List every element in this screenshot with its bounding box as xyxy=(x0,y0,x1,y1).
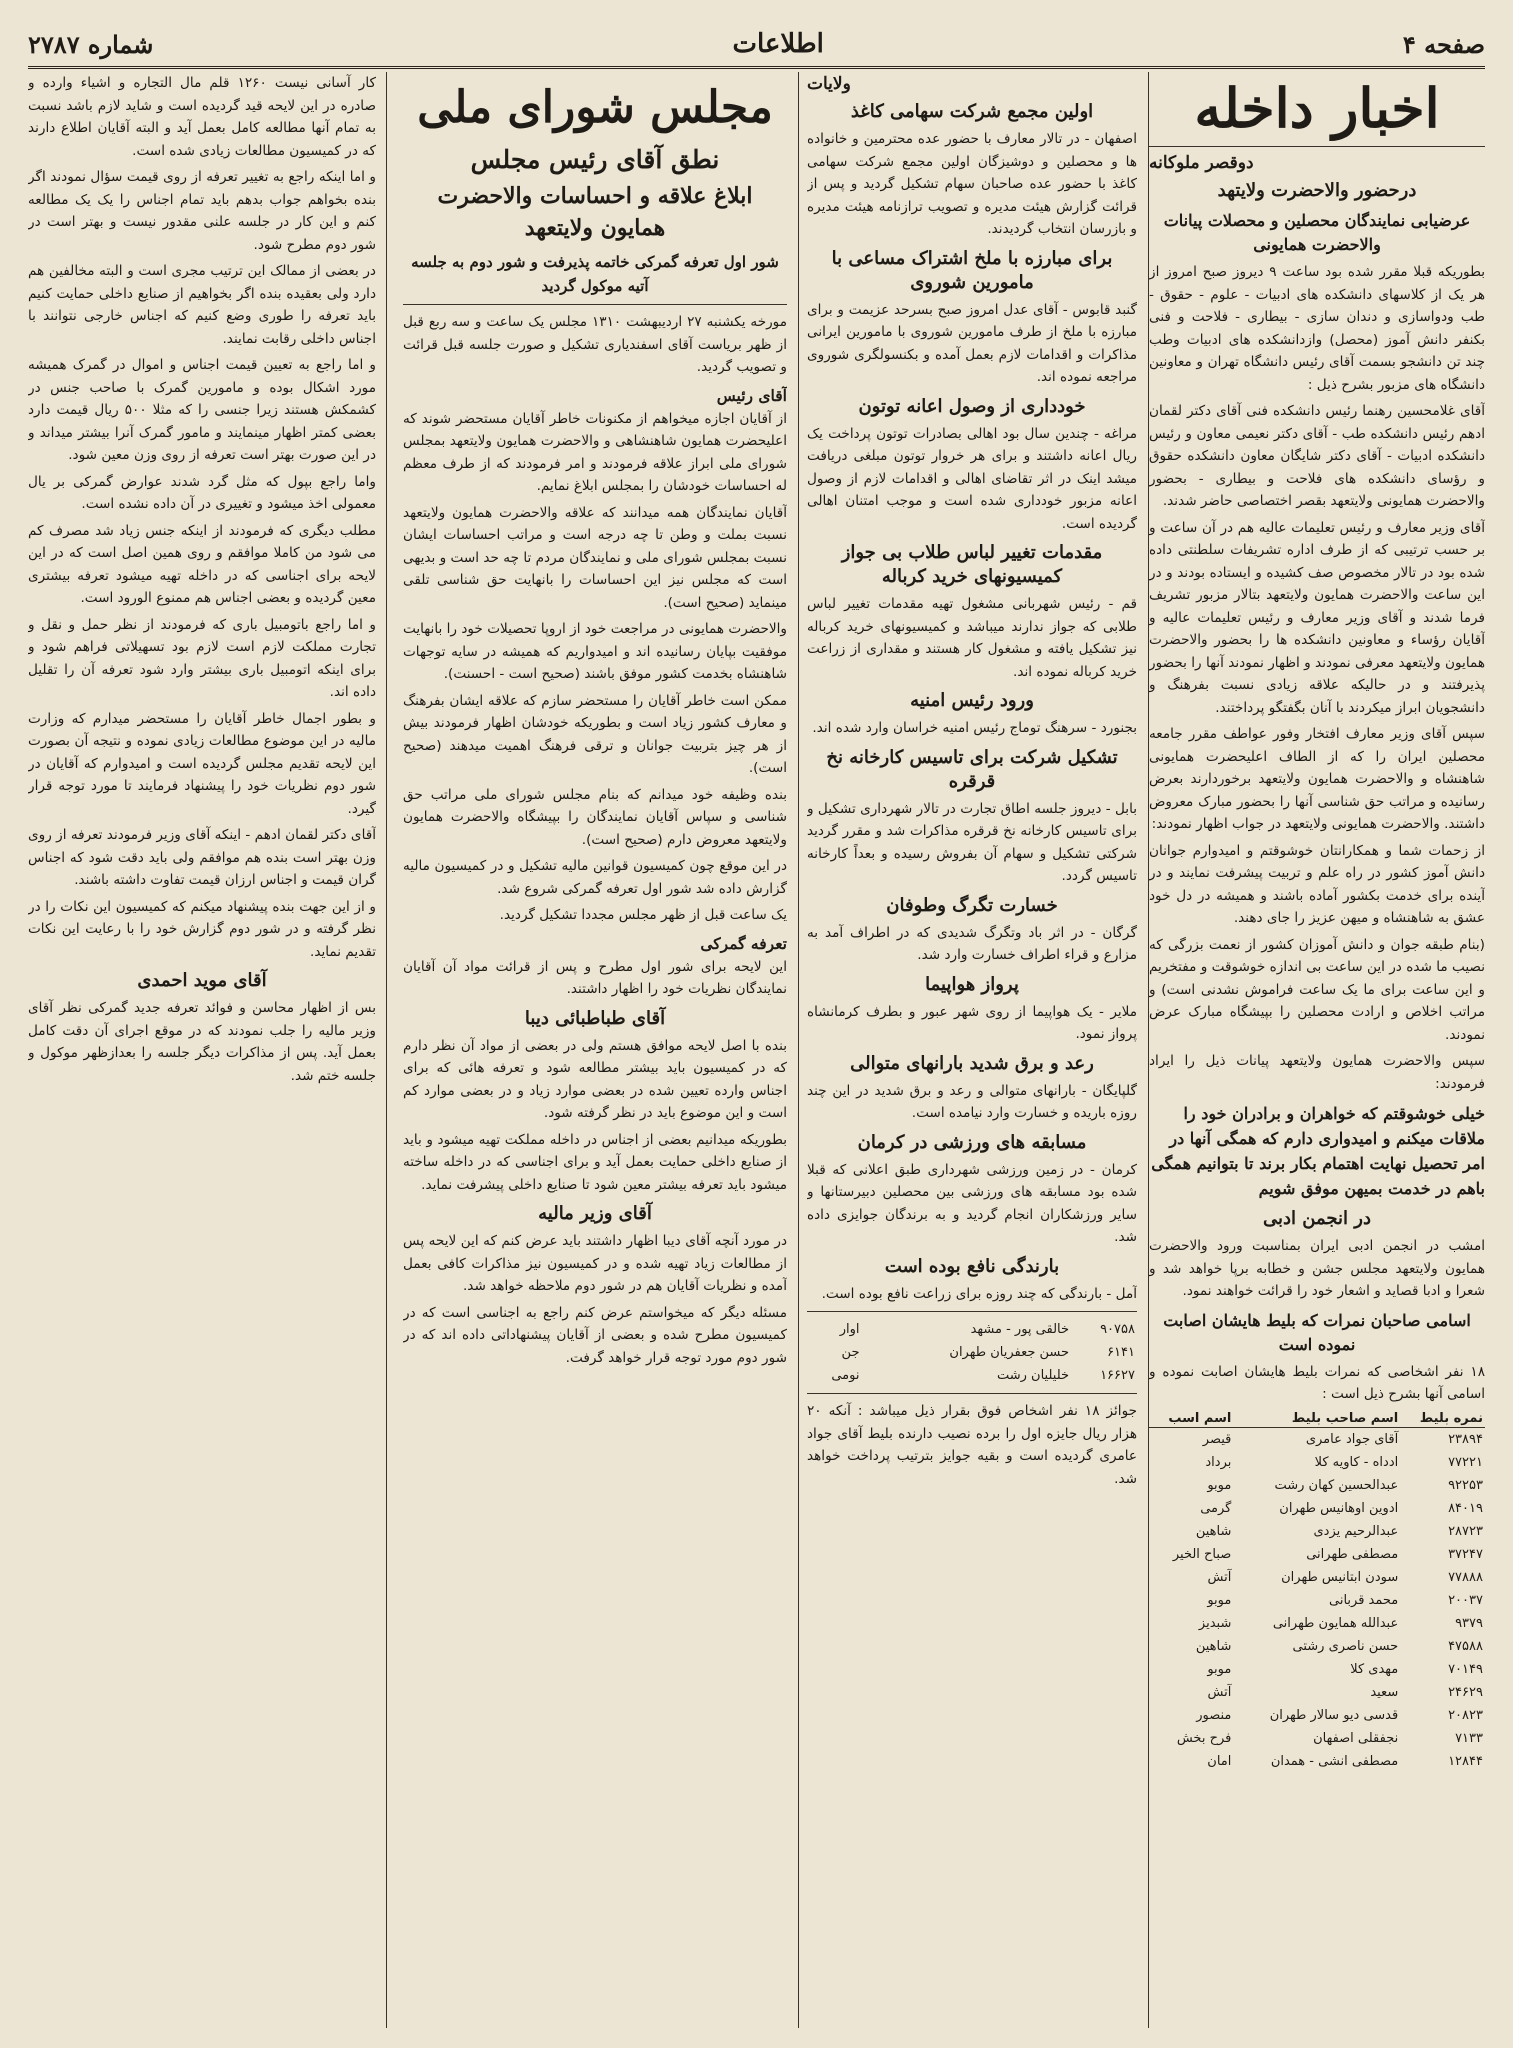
article-paragraph: در بعضی از ممالک این ترتیب مجری است و البته مخالفین هم دارد ولی بعقیده بنده اگر بخواهیم از صنایع داخلی حمایت کنیم باید تعرفه را طوری وضع کنیم که اجناس خارجی نتوانند با اجناس داخلی رقابت نمایند. xyxy=(28,263,376,347)
article-paragraph: آقای دکتر لقمان ادهم - اینکه آقای وزیر فرمودند تعرفه از روی وزن بهتر است بنده هم موافقم ولی باید دقت شود که اجناس گران قیمت و اجناس ارزان قیمت تفاوت داشته باشند. xyxy=(28,827,376,888)
lottery-table xyxy=(1149,1410,1485,1773)
article-paragraph: امشب در انجمن ادبی ایران بمناسبت ورود والاحضرت همایون ولایتعهد مجلس جشن و خطابه برپا خواهد شد و شعرا و ادبا قصاید و اشعار خود را قرائت خواهند نمود. xyxy=(1149,1238,1485,1299)
table-row xyxy=(1149,1658,1485,1681)
table-row xyxy=(1149,1704,1485,1727)
table-header: اسم صاحب بلیط xyxy=(1233,1410,1400,1428)
table-cell: اوار xyxy=(839,1322,860,1337)
article-paragraph: آقایان نمایندگان همه میدانند که علاقه والاحضرت همایون ولایتعهد نسبت بملت و وطن تا چه درجه است و مراتب احساسات ایشان نسبت بمجلس شورای ملی و نمایندگان مردم تا چه حد است و بدیهی است که مجلس نیز این احساسات را بانهایت حق شناسی تلقی مینماید (صحیح است). xyxy=(403,504,787,611)
article-paragraph: کرمان - در زمین ورزشی شهرداری طبق اعلانی که قبلا شده بود مسابقه های ورزشی بین محصلین دبیرستانها و سایر ورزشکاران انجام گردید و به برندگان جوایزی داده شد. xyxy=(807,1161,1137,1245)
table-cell: ۱۲۸۴۴ xyxy=(1448,1753,1483,1769)
table-cell: عبدالله همایون طهرانی xyxy=(1272,1615,1399,1631)
paper-name: اطلاعات xyxy=(732,29,824,59)
column-parliament xyxy=(403,72,787,2028)
headline: اولین مجمع شرکت سهامی کاغذ xyxy=(850,101,1094,122)
table-cell: صباح الخیر xyxy=(1172,1546,1232,1562)
table-header: اسم اسب xyxy=(1149,1410,1233,1428)
table-cell: سعید xyxy=(1370,1684,1399,1700)
table-cell: قیصر xyxy=(1202,1431,1232,1447)
table-cell: قدسی دیو سالار طهران xyxy=(1269,1707,1399,1723)
table-cell: ۷۷۸۸۸ xyxy=(1448,1569,1483,1585)
article-paragraph: گلپایگان - بارانهای متوالی و رعد و برق شدید در این چند روزه باریده و خسارت وارد نیامده است. xyxy=(807,1082,1137,1121)
table-row xyxy=(807,1318,1137,1341)
table-row xyxy=(1149,1451,1485,1474)
article-paragraph: بطوریکه میدانیم بعضی از اجناس در داخله مملکت تهیه میشود و باید از صنایع داخلی حمایت بعمل آید و برای اجناسی که در داخله ساخته میشود باید تعرفه بیشتر معین شود تا صنایع داخلی پیشرفت نماید. xyxy=(403,1131,787,1193)
table-cell: عبدالرحیم یزدی xyxy=(1313,1523,1399,1539)
table-cell: نومی xyxy=(831,1368,860,1383)
table-cell: ادوین اوهانیس طهران xyxy=(1279,1500,1399,1516)
article-paragraph: ۱۸ نفر اشخاصی که نمرات بلیط هایشان اصابت نموده و اسامی آنها بشرح ذیل است : xyxy=(1149,1363,1485,1402)
table-cell: ۲۸۷۲۳ xyxy=(1448,1523,1483,1539)
table-cell: ۹۰۷۵۸ xyxy=(1100,1322,1135,1337)
table-cell: ۳۷۲۴۷ xyxy=(1448,1546,1483,1562)
column-parliament-continued xyxy=(28,72,376,2028)
page-number: صفحه ۴ xyxy=(1402,29,1485,59)
article-paragraph: سپس والاحضرت همایون ولایتعهد پیانات ذیل را ایراد فرمودند: xyxy=(1149,1053,1485,1092)
table-cell: ۷۷۲۲۱ xyxy=(1448,1454,1483,1470)
table-cell: موبو xyxy=(1207,1477,1232,1493)
table-row xyxy=(1149,1681,1485,1704)
speaker: آقای رئیس xyxy=(716,385,787,405)
article-paragraph: بابل - دیروز جلسه اطاق تجارت در تالار شهرداری تشکیل و برای تاسیس کارخانه نخ قرقره مذاکرات شد و مقرر گردید شرکتی تشکیل و سهام آن بفروش رسیده و بعداً کارخانه تاسیس گردد. xyxy=(807,800,1137,884)
column-provinces xyxy=(807,72,1137,2028)
headline: تشکیل شرکت برای تاسیس کارخانه نخ قرقره xyxy=(826,746,1118,792)
article-paragraph: اصفهان - در تالار معارف با حضور عده محترمین و خانواده ها و محصلین و دوشیزگان اولین مجمع شرکت سهامی کاغذ با حضور عده صاحبان سهام تشکیل گردید و پس از قرائت گزارش هیئت مدیره و تصویب ترازنامه هیئت مدیره و بازرسان انتخاب گردیدند. xyxy=(807,131,1137,237)
table-row xyxy=(807,1341,1137,1364)
table-cell: خلیلیان رشت xyxy=(996,1368,1070,1383)
section-title: اخبار داخله xyxy=(1194,76,1440,140)
table-cell: ۷۰۱۴۹ xyxy=(1448,1661,1483,1677)
article-paragraph: آمل - بارندگی که چند روزه برای زراعت نافع بوده است. xyxy=(821,1285,1137,1302)
headline: مسابقه های ورزشی در کرمان xyxy=(857,1131,1087,1153)
table-cell: برداد xyxy=(1205,1454,1232,1470)
table-row xyxy=(1149,1427,1485,1451)
table-cell: مصطفی طهرانی xyxy=(1306,1546,1399,1562)
headline: شور اول تعرفه گمرکی خاتمه پذیرفت و شور دوم به جلسه آتیه موکول گردید xyxy=(411,253,779,295)
article-paragraph: بطوریکه قبلا مقرر شده بود ساعت ۹ دیروز صبح امروز از هر یک از کلاسهای دانشکده های ادبیات - علوم - حقوق - طب ودواسازی و دندان سازی - بیطاری - فلاحت و فنی بکنفر دانش آموز (محصل) وازدانشکده های ادبیات وطب چند تن دانشجو بسمت آقای رئیس دانشگاه تهران و معاونین دانشگاه های مزبور بشرح ذیل : xyxy=(1149,264,1485,393)
article-paragraph: یک ساعت قبل از ظهر مجلس مجددا تشکیل گردید. xyxy=(499,907,787,923)
table-cell: نجفقلی اصفهان xyxy=(1313,1730,1399,1746)
headline-sub: عرضیابی نمایندگان محصلین و محصلات پیانات والاحضرت همایونی xyxy=(1163,211,1471,254)
table-cell: ۱۶۶۲۷ xyxy=(1100,1368,1135,1383)
table-row xyxy=(1149,1589,1485,1612)
headline: خسارت تگرگ وطوفان xyxy=(886,894,1058,916)
quote: خیلی خوشوقتم که خواهران و برادران خود را ملاقات میکنم و امیدواری دارم که همگی آنها در امر تحصیل نهایت اهتمام بکار برند تا بتوانیم همگی باهم در خدمت بمیهن موفق شویم xyxy=(1151,1104,1485,1198)
article-paragraph: بنده وظیفه خود میدانم که بنام مجلس شورای ملی مراتب حق شناسی و سپاس آقایان نمایندگان را بپیشگاه والاحضرت همایون ولایتعهد معروض دارم (صحیح است). xyxy=(403,786,787,848)
headline: ابلاغ علاقه و احساسات والاحضرت همایون ولایتعهد xyxy=(437,183,753,241)
article-paragraph: کار آسانی نیست ۱۲۶۰ قلم مال التجاره و اشیاء وارده و صادره در این لایحه قید گردیده است و شاید لازم باشد نسبت به تمام آنها مطالعه کامل بعمل آید و البته آقایان اطلاع دارند که در کمیسیون مطالعات زیادی شده است. xyxy=(28,75,376,159)
table-row xyxy=(1149,1520,1485,1543)
table-row xyxy=(807,1364,1137,1387)
table-cell: ۹۲۲۵۳ xyxy=(1448,1477,1483,1493)
lottery-table-continued xyxy=(807,1318,1137,1387)
table-cell: ۲۰۸۲۳ xyxy=(1448,1707,1483,1723)
article-paragraph: واما راجع بپول که مثل گرد شدند عوارض گمرکی بر یال معمولی اخذ میشود و تغییری در آن داده نشده است. xyxy=(28,473,376,512)
headline: پرواز هواپیما xyxy=(925,973,1019,995)
article-paragraph: جوائز ۱۸ نفر اشخاص فوق بقرار ذیل میباشد : آنکه ۲۰ هزار ریال جایزه اول را برده نصیب دارنده بلیط آقای جواد عامری گردیده است و بقیه جوایز بترتیب پرداخت خواهد شد. xyxy=(807,1403,1137,1487)
headline: نطق آقای رئیس مجلس xyxy=(470,145,720,174)
headline: برای مبارزه با ملخ اشتراک مساعی با مامورین شوروی xyxy=(831,247,1113,293)
article-paragraph: مسئله دیگر که میخواستم عرض کنم راجع به اجناسی است که در کمیسیون مطرح شده و بعضی از آقایان پیشنهاداتی داده اند که در شور دوم مورد توجه قرار خواهد گرفت. xyxy=(403,1304,787,1366)
table-row xyxy=(1149,1566,1485,1589)
table-cell: شبدیز xyxy=(1198,1615,1232,1631)
table-cell: آقای جواد عامری xyxy=(1305,1431,1399,1447)
article-paragraph: بنده با اصل لایحه موافق هستم ولی در بعضی از مواد آن نظر دارم که در کمیسیون باید بیشتر مطالعه شود و تعرفه هائی که برای اجناس وارده تعیین شده در بعضی موارد زیاد و در بعضی موارد کم است و این موضوع باید در نظر گرفته شود. xyxy=(403,1037,787,1121)
table-cell: موبو xyxy=(1207,1661,1232,1677)
table-row xyxy=(1149,1474,1485,1497)
headline: درحضور والاحضرت ولایتهد xyxy=(1217,180,1417,201)
table-cell: منصور xyxy=(1196,1707,1232,1723)
subsection-label: دوقصر ملوکانه xyxy=(1149,153,1254,173)
issue-number: شماره ۲۷۸۷ xyxy=(28,29,154,59)
article-paragraph: بجنورد - سرهنگ توماج رئیس امنیه خراسان وارد شده اند. xyxy=(812,720,1137,736)
article-paragraph: و بطور اجمال خاطر آقایان را مستحضر میدارم که وزارت مالیه در این موضوع مطالعات زیادی نموده و نتیجه آن بصورت این لایحه تقدیم مجلس گردیده است و امیدوارم که آقایان در شور دوم نظریات خود را پیشنهاد فرمایند تا مورد توجه قرار گیرد. xyxy=(28,710,376,817)
article-paragraph: آقای غلامحسین رهنما رئیس دانشکده فنی آقای دکتر لقمان ادهم رئیس دانشکده طب - آقای دکتر نعیمی معاون و رئیس دانشکده ادبیات - آقای دکتر شایگان معاون دانشکده حقوق و رؤسای دانشکده های فلاحت و بیطاری - بحضور والاحضرت همایونی ولایتعهد بقصر اختصاصی حاضر شدند. xyxy=(1149,403,1485,509)
headline: در انجمن ادبی xyxy=(1262,1208,1371,1229)
table-cell: ۲۳۸۹۴ xyxy=(1448,1431,1483,1447)
table-cell: ادداه - کاویه کلا xyxy=(1314,1454,1399,1470)
article-paragraph: گنبد قابوس - آقای عدل امروز صبح بسرحد عزیمت و برای مبارزه با ملخ از طرف مامورین شوروی با مامورین ایرانی مذاکرات و اقدامات لازم بعمل آمده و بکنسولگری شوروی مراجعه نموده اند. xyxy=(807,301,1137,385)
table-row xyxy=(1149,1727,1485,1750)
article-paragraph: ممکن است خاطر آقایان را مستحضر سازم که علاقه ایشان بفرهنگ و معارف کشور زیاد است و بطوریکه خودشان اظهار فرمودند بیش از هر چیز بتربیت جوانان و ترقی فرهنگ اهمیت میدهند (صحیح است). xyxy=(403,692,787,776)
column-domestic-news xyxy=(1149,72,1485,2028)
article-paragraph: مراغه - چندین سال بود اهالی بصادرات توتون پرداخت یک ریال اعانه داشتند و برای هر خروار توتون مبلغی دریافت میشد اینک در اثر تقاضای اهالی و اقدامات لازم از وصول اعانه مزبور خودداری شده است و موجب امتنان اهالی گردیده است. xyxy=(807,425,1137,532)
headline: بارندگی نافع بوده است xyxy=(884,1255,1060,1277)
article-paragraph: و اما راجع باتومبیل باری که فرمودند از نظر حمل و نقل و تجارت مملکت لازم است لازم بود تسهیلاتی فراهم شود و برای اینکه اتومبیل باری بیشتر وارد شود تعرفه آن را تقلیل داده اند. xyxy=(28,616,376,700)
table-cell: خالقی پور - مشهد xyxy=(970,1322,1070,1337)
table-row xyxy=(1149,1750,1485,1773)
table-cell: ۲۰۰۳۷ xyxy=(1448,1592,1483,1608)
headline: مقدمات تغییر لباس طلاب بی جواز کمیسیونهای خرید کرباله xyxy=(841,542,1103,587)
table-cell: سودن ابتانیس طهران xyxy=(1281,1569,1399,1585)
article-paragraph: ملایر - یک هواپیما از روی شهر عبور و بطرف کرمانشاه پرواز نمود. xyxy=(807,1003,1137,1042)
article-paragraph: مورخه یکشنبه ۲۷ اردیبهشت ۱۳۱۰ مجلس یک ساعت و سه ربع قبل از ظهر بریاست آقای اسفندیاری تشکیل و صورت جلسه قبل قرائت و تصویب گردید. xyxy=(403,314,787,375)
table-cell: ۷۱۳۳ xyxy=(1455,1730,1483,1746)
headline: خودداری از وصول اعانه توتون xyxy=(858,395,1086,417)
headline: رعد و برق شدید بارانهای متوالی xyxy=(850,1052,1094,1074)
article-paragraph: این لایحه برای شور اول مطرح و پس از قرائت مواد آن آقایان نمایندگان نظریات خود را اظهار داشتند. xyxy=(403,958,787,997)
table-cell: ۴۷۵۸۸ xyxy=(1448,1638,1483,1654)
article-paragraph: مطلب دیگری که فرمودند از اینکه جنس زیاد شد مصرف کم می شود من کاملا موافقم و روی همین اصل است که در این لایحه برای اجناسی که در داخله تهیه میشود تعرفه بیشتری معین گردیده و بعضی اجناس هم ممنوع الورود است. xyxy=(28,522,376,606)
table-cell: عبدالحسین کهان رشت xyxy=(1274,1477,1399,1493)
table-header: نمره بلیط xyxy=(1400,1410,1485,1428)
table-cell: شاهین xyxy=(1195,1638,1232,1654)
table-row xyxy=(1149,1635,1485,1658)
table-cell: ۲۴۶۲۹ xyxy=(1448,1684,1483,1700)
article-paragraph: و اما اینکه راجع به تغییر تعرفه از روی قیمت سؤال نمودند اگر بنده بخواهم جواب بدهم باید تمام اجناس را یک یک مطالعه کنم و این کار در جلسه علنی مقدور نیست و بهتر است در شور دوم مطرح شود. xyxy=(28,169,376,253)
table-row xyxy=(1149,1497,1485,1520)
article-paragraph: (بنام طبقه جوان و دانش آموزان کشور از نعمت بزرگی که نصیب ما شده در این ساعت بی اندازه خوشوقت و مفتخریم و این ساعت برای ما یک ساعت فراموش نشدنی است) و مراتب اخلاص و ارادت محصلین را بپیشگاه مبارک عرض نمودند. xyxy=(1149,936,1485,1043)
table-cell: جن xyxy=(841,1345,860,1360)
article-paragraph: والاحضرت همایونی در مراجعت خود از اروپا تحصیلات خود را بانهایت موفقیت بپایان رسانیده اند و امیدواریم که همیشه در سایه توجهات شاهنشاه بخدمت کشور موفق باشند (صحیح است - احسنت). xyxy=(403,621,787,682)
article-paragraph: قم - رئیس شهربانی مشغول تهیه مقدمات تغییر لباس طلابی که جواز ندارند میباشد و کمیسیونهای خرید کرباله نیز تشکیل یافته و مشغول کار هستند و مقداری از زراعت خرید کرباله نموده اند. xyxy=(807,596,1137,680)
article-paragraph: آقای وزیر معارف و رئیس تعلیمات عالیه هم در آن ساعت و بر حسب ترتیبی که از طرف اداره تشریفات سلطنتی داده شده بود در تالار مخصوص صف کشیده و ایستاده بودند و در این ساعت والاحضرت همایون ولایتعهد بتالار مزبور تشریف فرما شدند و آقای وزیر معارف و رئیس تعلیمات عالیه و آقایان رؤساء و معاونین دانشکده ها را بحضور والاحضرت همایون ولایتعهد معرفی نمودند و اظهار نمودند آنها را بحضور پذیرفتند و در حالیکه علاقه زیادی نسبت بفرهنگ و دانشجویان ابراز میکردند با آنان بگفتگو پرداختند. xyxy=(1149,519,1485,716)
table-cell: ۶۱۴۱ xyxy=(1107,1345,1135,1360)
article-paragraph: و اما راجع به تعیین قیمت اجناس و اموال در گمرک همیشه مورد اشکال بوده و مامورین گمرک با صاحب جنس در کشمکش هستند زیرا جنسی را که مثلا ۵۰۰ ریال قیمت دارد بعضی کمتر اظهار مینمایند و مامور گمرک آنرا بیشتر میداند و در این صورت بهتر است تعرفه از روی وزن معین شود. xyxy=(28,357,376,463)
speaker: آقای وزیر مالیه xyxy=(538,1203,652,1224)
table-cell: مصطفی انشی - همدان xyxy=(1270,1753,1399,1769)
section-title: مجلس شورای ملی xyxy=(417,82,773,133)
table-cell: امان xyxy=(1207,1753,1232,1769)
table-cell: محمد قربانی xyxy=(1328,1592,1399,1608)
table-cell: ۸۴۰۱۹ xyxy=(1448,1500,1483,1516)
table-row xyxy=(1149,1543,1485,1566)
article-paragraph: در مورد آنچه آقای دیبا اظهار داشتند باید عرض کنم که این لایحه پس از مطالعات زیاد تهیه شده و در کمیسیون نیز مذاکرات کافی بعمل آمده و نظریات آقایان هم در شور دوم ملاحظه خواهد شد. xyxy=(403,1233,787,1294)
table-cell: موبو xyxy=(1207,1592,1232,1608)
table-cell: فرح بخش xyxy=(1176,1730,1232,1746)
article-paragraph: و از این جهت بنده پیشنهاد میکنم که کمیسیون این نکات را در نظر گرفته و در شور دوم گزارش خود را با رعایت این نکات تقدیم نماید. xyxy=(28,898,376,960)
speaker: آقای طباطبائی دیبا xyxy=(524,1007,666,1029)
article-paragraph: گرگان - در اثر باد وتگرگ شدیدی که در اطراف آمد به مزارع و قراء اطراف خسارت وارد شد. xyxy=(807,924,1137,963)
article-paragraph: از آقایان اجازه میخواهم از مکنونات خاطر آقایان مستحضر شوند که اعلیحضرت همایون شاهنشاهی و والاحضرت همایون ولایتعهد بمجلس شورای ملی ابراز علاقه فرمودند و امر فرمودند که از طرف معظم له احساسات خودشان را بمجلس ابلاغ نمایم. xyxy=(403,410,787,494)
article-paragraph: از زحمات شما و همکارانتان خوشوقتم و امیدوارم جوانان دانش آموز کشور در راه علم و تربیت پیشرفت نمایند و در آینده برای خدمت بکشور آماده باشند و همیشه در دل خود عشق به شاهنشاه و میهن عزیز را جای دهند. xyxy=(1149,842,1485,926)
table-cell: ۹۳۷۹ xyxy=(1455,1615,1483,1631)
speaker: آقای موید احمدی xyxy=(137,970,267,991)
section-label: ولایات xyxy=(807,74,851,94)
article-paragraph: سپس آقای وزیر معارف افتخار وفور عواطف مقرر جامعه محصلین ایران را که از الطاف اعلیحضرت همایونی شاهنشاه و والاحضرت همایون ولایتعهد برخوردارند بعرض رسانیده و مراتب حق شناسی آنها را بحضور مبارک معروض داشتند. والاحضرت همایونی ولایتعهد در جواب اظهار نمودند: xyxy=(1149,726,1485,832)
table-cell: مهدی کلا xyxy=(1350,1661,1399,1677)
table-cell: آتش xyxy=(1207,1684,1232,1700)
article-paragraph: در این موقع چون کمیسیون قوانین مالیه تشکیل و در کمیسیون مالیه گزارش داده شد شور اول تعرفه گمرکی شروع شد. xyxy=(403,858,787,897)
page-header xyxy=(28,22,1485,69)
headline: ورود رئیس امنیه xyxy=(910,690,1034,711)
table-cell: حسن ناصری رشتی xyxy=(1292,1638,1399,1654)
headline: اسامی صاحبان نمرات که بلیط هایشان اصابت نموده است xyxy=(1163,1310,1471,1354)
table-cell: شاهین xyxy=(1195,1523,1232,1539)
table-cell: حسن جعفریان طهران xyxy=(949,1345,1070,1360)
table-cell: آتش xyxy=(1207,1569,1232,1585)
table-row xyxy=(1149,1612,1485,1635)
table-cell: گرمی xyxy=(1200,1500,1232,1516)
article-paragraph: بس از اظهار محاسن و فوائد تعرفه جدید گمرکی نظر آقای وزیر مالیه را جلب نمودند که در موقع اجرای آن دقت کامل بعمل آید. پس از مذاکرات دیگر جلسه را بعدازظهر موکول و جلسه ختم شد. xyxy=(28,1000,376,1084)
subheading: تعرفه گمرکی xyxy=(700,933,787,953)
